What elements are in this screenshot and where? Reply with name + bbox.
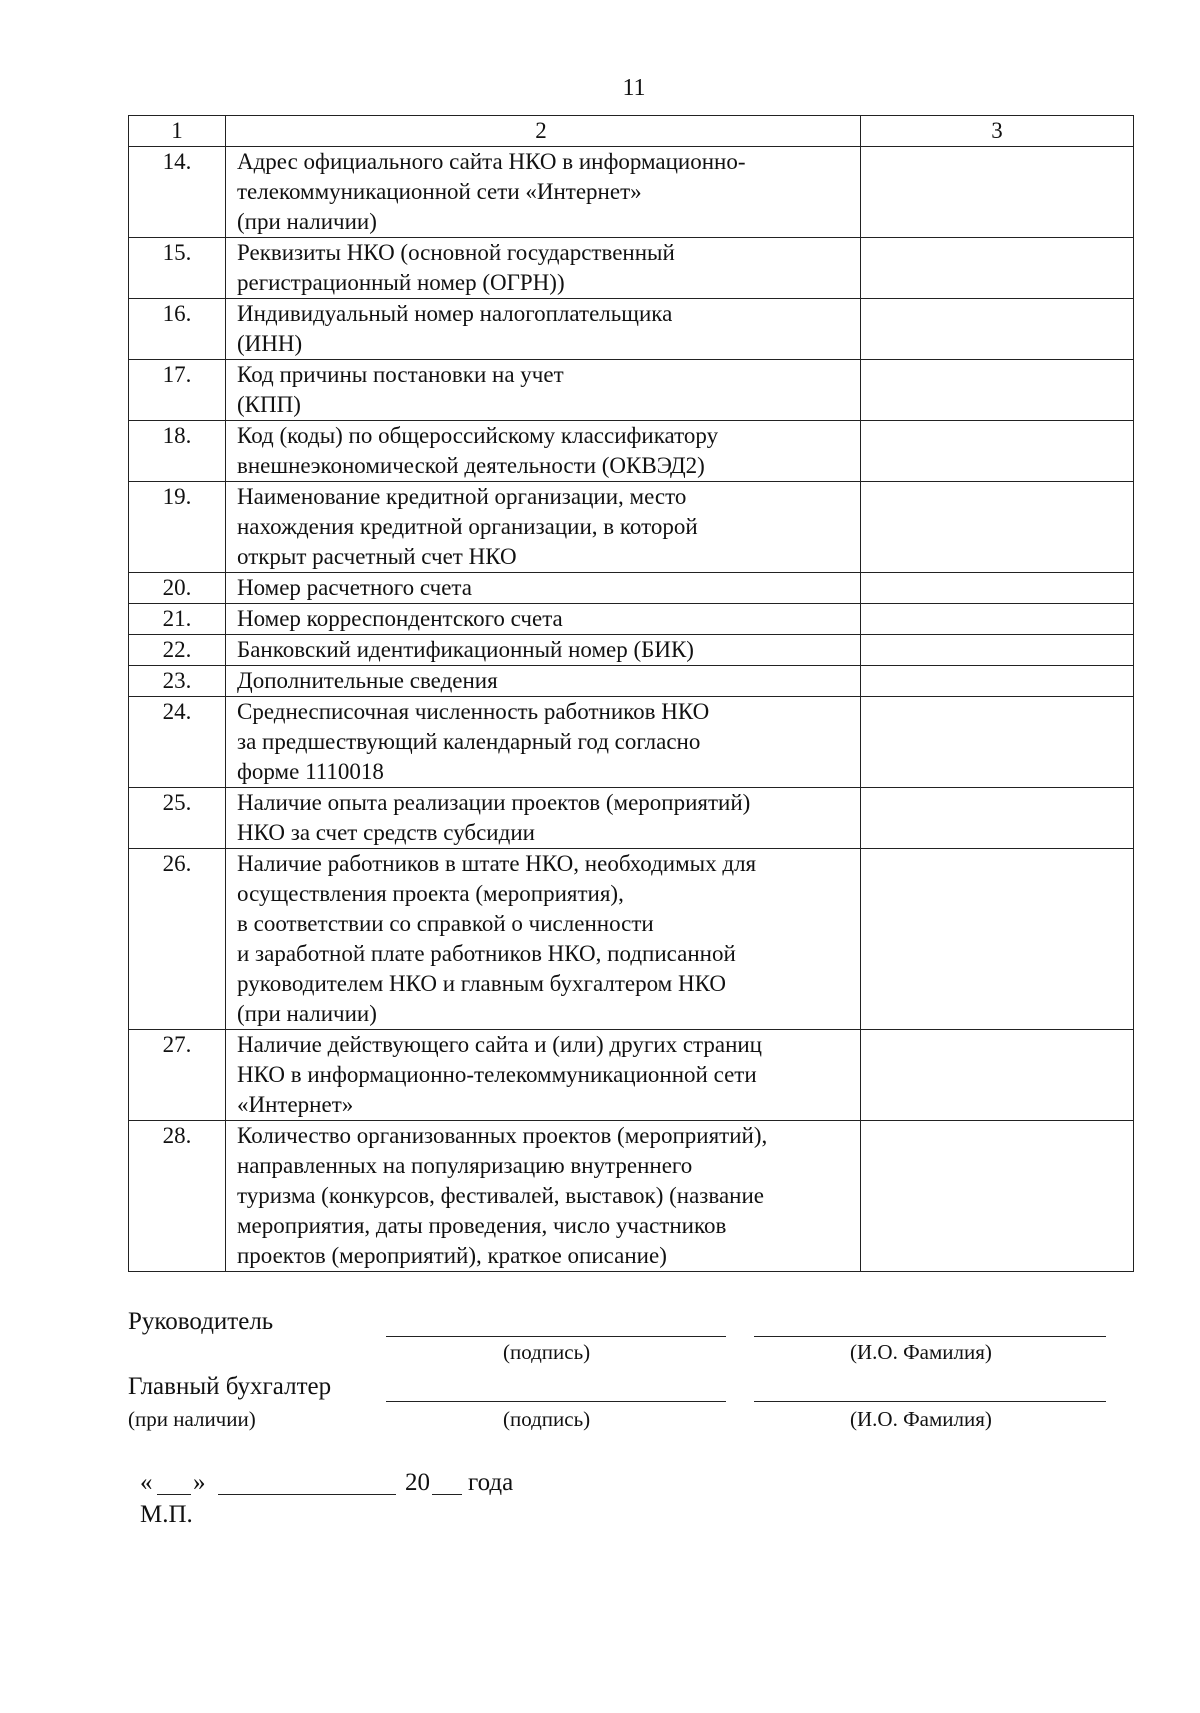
chief-accountant-name-line[interactable] [754,1401,1106,1402]
row-value-cell[interactable] [861,238,1134,299]
date-day-line[interactable] [157,1494,191,1495]
row-number: 24. [129,697,226,788]
row-value-cell[interactable] [861,147,1134,238]
row-value-cell[interactable] [861,849,1134,1030]
row-description: Наличие опыта реализации проектов (мероприятий) НКО за счет средств субсидии [226,788,861,849]
row-value-cell[interactable] [861,360,1134,421]
table-row [129,666,1134,697]
table-row [129,573,1134,604]
row-number: 20. [129,573,226,604]
chief-accountant-note: (при наличии) [128,1407,256,1431]
row-number: 21. [129,604,226,635]
row-number: 28. [129,1121,226,1272]
chief-accountant-label: Главный бухгалтер [128,1373,332,1400]
table-row [129,697,1134,788]
date-month-line[interactable] [218,1494,396,1495]
row-description: Номер расчетного счета [226,573,861,604]
row-value-cell[interactable] [861,482,1134,573]
row-number: 17. [129,360,226,421]
date-year-prefix: 20 [405,1469,430,1496]
row-number: 15. [129,238,226,299]
chief-accountant-name-caption: (И.О. Фамилия) [850,1407,992,1431]
head-signature-line[interactable] [386,1336,726,1337]
row-number: 16. [129,299,226,360]
row-number: 27. [129,1030,226,1121]
chief-accountant-signature-line[interactable] [386,1401,726,1402]
table-row [129,788,1134,849]
row-value-cell[interactable] [861,573,1134,604]
row-number: 18. [129,421,226,482]
head-name-caption: (И.О. Фамилия) [850,1340,992,1364]
table-row [129,147,1134,238]
row-description: Количество организованных проектов (мероприятий), направленных на популяризацию внутреннего туризма (конкурсов, фестивалей, выставок) (название мероприятия, даты проведения, число участников проектов (мероприятий), краткое описание) [226,1121,861,1272]
table-row [129,482,1134,573]
row-description: Код (коды) по общероссийскому классификатору внешнеэкономической деятельности (ОКВЭД2) [226,421,861,482]
table-row [129,238,1134,299]
header-col-1: 1 [129,116,226,147]
row-description: Банковский идентификационный номер (БИК) [226,635,861,666]
table-header-row [129,116,1134,147]
row-number: 26. [129,849,226,1030]
row-description: Дополнительные сведения [226,666,861,697]
stamp-label: М.П. [140,1501,193,1528]
head-signature-caption: (подпись) [503,1340,591,1364]
date-year-suffix: года [468,1469,514,1496]
row-description: Наименование кредитной организации, место нахождения кредитной организации, в которой открыт расчетный счет НКО [226,482,861,573]
row-description: Наличие работников в штате НКО, необходимых для осуществления проекта (мероприятия), в соответствии со справкой о численности и заработной плате работников НКО, подписанной руководителем НКО и главным бухгалтером НКО (при наличии) [226,849,861,1030]
row-value-cell[interactable] [861,788,1134,849]
form-table [128,115,1134,1272]
table-row [129,604,1134,635]
row-value-cell[interactable] [861,1030,1134,1121]
table-row [129,1121,1134,1272]
table-row [129,1030,1134,1121]
header-col-3: 3 [861,116,1134,147]
row-value-cell[interactable] [861,666,1134,697]
row-value-cell[interactable] [861,697,1134,788]
row-number: 14. [129,147,226,238]
row-number: 23. [129,666,226,697]
table-row [129,421,1134,482]
row-description: Индивидуальный номер налогоплательщика (ИНН) [226,299,861,360]
row-value-cell[interactable] [861,635,1134,666]
row-number: 22. [129,635,226,666]
chief-accountant-signature-caption: (подпись) [503,1407,591,1431]
table-row [129,635,1134,666]
header-col-2: 2 [226,116,861,147]
row-value-cell[interactable] [861,604,1134,635]
row-description: Код причины постановки на учет (КПП) [226,360,861,421]
table-row [129,360,1134,421]
row-description: Адрес официального сайта НКО в информационно- телекоммуникационной сети «Интернет» (при наличии) [226,147,861,238]
row-value-cell[interactable] [861,421,1134,482]
row-value-cell[interactable] [861,299,1134,360]
row-number: 25. [129,788,226,849]
row-description: Номер корреспондентского счета [226,604,861,635]
date-year-line[interactable] [432,1494,462,1495]
head-name-line[interactable] [754,1336,1106,1337]
table-row [129,849,1134,1030]
date-quote-close: » [193,1469,206,1496]
table-row [129,299,1134,360]
row-description: Наличие действующего сайта и (или) других страниц НКО в информационно-телекоммуникационной сети «Интернет» [226,1030,861,1121]
row-description: Реквизиты НКО (основной государственный регистрационный номер (ОГРН)) [226,238,861,299]
table-body [129,116,1134,1272]
head-label: Руководитель [128,1308,274,1335]
date-quote-open: « [140,1469,153,1496]
row-number: 19. [129,482,226,573]
row-description: Среднесписочная численность работников НКО за предшествующий календарный год согласно форме 1110018 [226,697,861,788]
page-number: 11 [622,75,646,101]
row-value-cell[interactable] [861,1121,1134,1272]
